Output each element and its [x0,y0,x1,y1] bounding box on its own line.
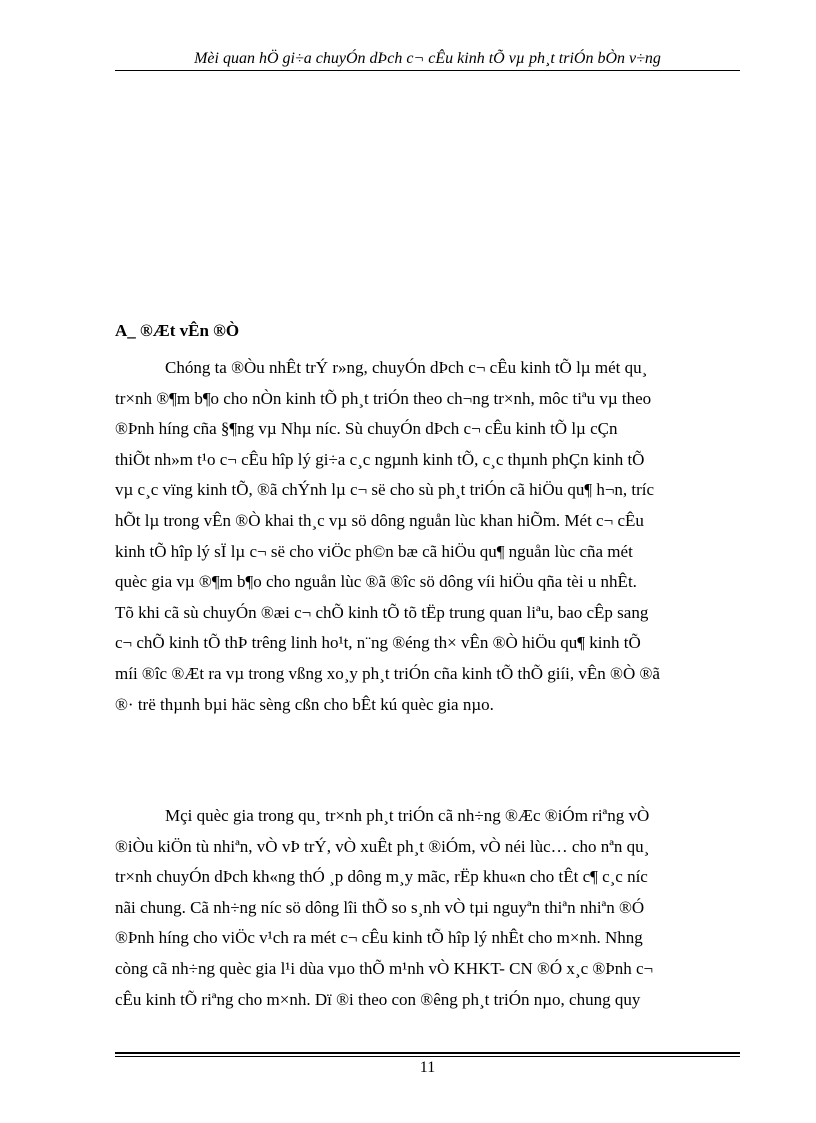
paragraph-line: ®iÒu kiÖn tù nhiªn, vÒ vÞ trÝ, vÒ xuÊt ph¸t ®iÓm, vÒ néi lùc… cho nªn qu¸ [115,836,650,856]
paragraph-line: tr×nh chuyÓn dÞch kh«ng thÓ ¸p dông m¸y mãc, rËp khu«n cho tÊt c¶ c¸c níc [115,867,648,887]
paragraph-line: tr×nh ®¶m b¶o cho nÒn kinh tÕ ph¸t triÓn theo ch¬ng tr×nh, môc tiªu vµ theo [115,388,652,408]
footer-rule-thin [115,1056,740,1057]
paragraph-line: míi ®îc ®Æt ra vµ trong vßng xo¸y ph¸t triÓn cña kinh tÕ thÕ giíi, vÊn ®Ò ®ã [115,663,660,683]
section-heading: A_ ®Æt vÊn ®Ò [115,321,240,340]
paragraph-line: Tõ khi cã sù chuyÓn ®æi c¬ chÕ kinh tÕ tõ tËp trung quan liªu, bao cÊp sang [115,602,649,622]
paragraph-2 [115,801,740,1015]
paragraph-line: thiÕt nh»m t¹o c¬ cÊu hîp lý gi÷a c¸c ngµnh kinh tÕ, c¸c thµnh phÇn kinh tÕ [115,449,645,469]
running-header-title: Mèi quan hÖ gi÷a chuyÓn dÞch c¬ cÊu kinh tÕ vµ ph¸t triÓn bÒn v÷ng [194,50,661,67]
paragraph-line: còng cã nh÷ng quèc gia l¹i dùa vµo thÕ m¹nh vÒ KHKT- CN ®Ó x¸c ®Þnh c¬ [115,958,654,978]
paragraph-line: ®Þnh híng cña §¶ng vµ Nhµ níc. Sù chuyÓn dÞch c¬ cÊu kinh tÕ lµ cÇn [115,419,618,439]
paragraph-line: Chóng ta ®Òu nhÊt trÝ r»ng, chuyÓn dÞch c¬ cÊu kinh tÕ lµ mét qu¸ [165,358,648,377]
paragraph-line: quèc gia vµ ®¶m b¶o cho nguån lùc ®ã ®îc sö dông víi hiÖu qña tèi u nhÊt. [115,572,637,592]
header-rule [115,70,740,71]
paragraph-line: ®Þnh híng cho viÖc v¹ch ra mét c¬ cÊu kinh tÕ hîp lý nhÊt cho m×nh. Nhng [115,928,643,948]
paragraph-line: Mçi quèc gia trong qu¸ tr×nh ph¸t triÓn cã nh÷ng ®Æc ®iÓm riªng vÒ [165,806,650,825]
paragraph-line: nãi chung. Cã nh÷ng níc sö dông lîi thÕ so s¸nh vÒ tµi nguyªn thiªn nhiªn ®Ó [115,897,645,917]
paragraph-1 [115,353,740,720]
paragraph-line: ®· trë thµnh bµi häc sèng cßn cho bÊt kú quèc gia nµo. [115,694,494,714]
footer-rule-thick [115,1052,740,1054]
paragraph-line: hÕt lµ trong vÊn ®Ò khai th¸c vµ sö dông nguån lùc khan hiÕm. Mét c¬ cÊu [115,510,644,530]
paragraph-line: cÊu kinh tÕ riªng cho m×nh. Dï ®i theo con ®êng ph¸t triÓn nµo, chung quy [115,989,641,1009]
paragraph-line: c¬ chÕ kinh tÕ thÞ trêng linh ho¹t, n¨ng ®éng th× vÊn ®Ò hiÖu qu¶ kinh tÕ [115,633,641,653]
paragraph-line: kinh tÕ hîp lý sÏ lµ c¬ së cho viÖc ph©n bæ cã hiÖu qu¶ nguån lùc cña mét [115,541,633,561]
paragraph-line: vµ c¸c vïng kinh tÕ, ®ã chÝnh lµ c¬ së cho sù ph¸t triÓn cã hiÖu qu¶ h¬n, tríc [115,480,655,500]
page-number: 11 [419,1059,436,1076]
